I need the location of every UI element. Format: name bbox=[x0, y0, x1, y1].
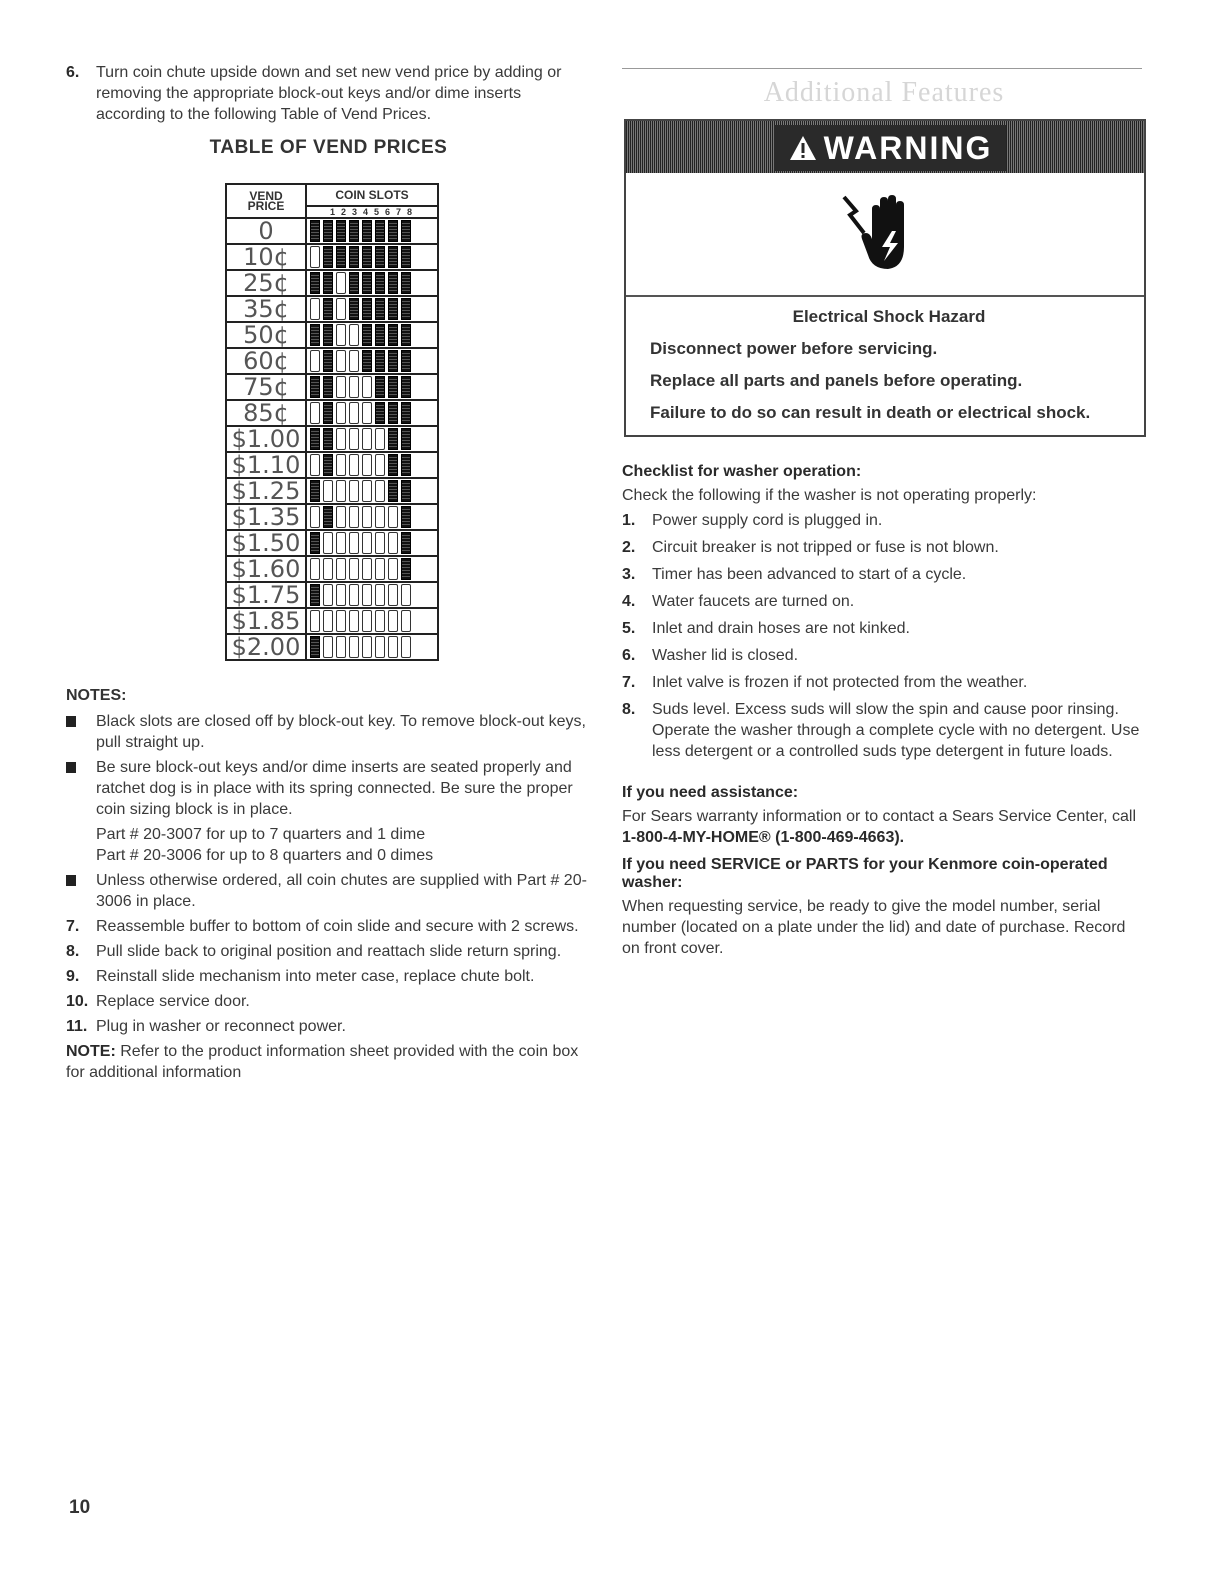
vend-price: 10¢ bbox=[226, 244, 306, 270]
open-slot-icon bbox=[375, 636, 385, 658]
left-column bbox=[66, 62, 591, 1083]
open-slot-icon bbox=[362, 532, 372, 554]
closed-slot-icon bbox=[388, 376, 398, 398]
vend-table-body bbox=[226, 218, 438, 660]
warning-header bbox=[626, 121, 1144, 173]
vend-price: 85¢ bbox=[226, 400, 306, 426]
vend-price: 50¢ bbox=[226, 322, 306, 348]
step-text: Reassemble buffer to bottom of coin slide and secure with 2 screws. bbox=[96, 918, 579, 935]
step-text: Replace service door. bbox=[96, 993, 250, 1010]
open-slot-icon bbox=[336, 402, 346, 424]
vend-row bbox=[226, 504, 438, 530]
open-slot-icon bbox=[336, 610, 346, 632]
coin-slot-cells bbox=[306, 270, 438, 296]
assistance-body: For Sears warranty information or to contact a Sears Service Center, call bbox=[622, 808, 1136, 825]
phone-number: 1-800-4-MY-HOME® (1-800-469-4663). bbox=[622, 829, 905, 846]
closed-slot-icon bbox=[401, 376, 411, 398]
open-slot-icon bbox=[323, 584, 333, 606]
closed-slot-icon bbox=[362, 272, 372, 294]
coin-slot-cells bbox=[306, 452, 438, 478]
step-7 bbox=[66, 916, 591, 937]
checklist-text: Circuit breaker is not tripped or fuse is not blown. bbox=[652, 539, 999, 556]
final-note bbox=[66, 1041, 591, 1083]
step-number: 9. bbox=[66, 968, 80, 985]
vend-price: $1.25 bbox=[226, 478, 306, 504]
closed-slot-icon bbox=[310, 376, 320, 398]
closed-slot-icon bbox=[349, 220, 359, 242]
coin-slot-cells bbox=[306, 478, 438, 504]
open-slot-icon bbox=[349, 454, 359, 476]
closed-slot-icon bbox=[310, 636, 320, 658]
vend-row bbox=[226, 634, 438, 660]
closed-slot-icon bbox=[375, 220, 385, 242]
step-number: 10. bbox=[66, 993, 89, 1010]
checklist-number: 6. bbox=[622, 647, 636, 664]
open-slot-icon bbox=[336, 324, 346, 346]
assistance-text bbox=[622, 806, 1146, 848]
vend-price: 35¢ bbox=[226, 296, 306, 322]
vend-row bbox=[226, 270, 438, 296]
coin-slot-cells bbox=[306, 244, 438, 270]
checklist-section bbox=[622, 463, 1146, 762]
open-slot-icon bbox=[336, 272, 346, 294]
vend-row bbox=[226, 556, 438, 582]
open-slot-icon bbox=[362, 584, 372, 606]
checklist-text: Inlet valve is frozen if not protected from the weather. bbox=[652, 674, 1028, 691]
vend-row bbox=[226, 218, 438, 244]
open-slot-icon bbox=[362, 428, 372, 450]
closed-slot-icon bbox=[388, 246, 398, 268]
closed-slot-icon bbox=[336, 246, 346, 268]
open-slot-icon bbox=[375, 506, 385, 528]
open-slot-icon bbox=[349, 532, 359, 554]
coin-slot-cells bbox=[306, 530, 438, 556]
vend-row bbox=[226, 400, 438, 426]
open-slot-icon bbox=[388, 636, 398, 658]
warning-label bbox=[774, 125, 1006, 171]
step-text: Plug in washer or reconnect power. bbox=[96, 1018, 346, 1035]
open-slot-icon bbox=[336, 454, 346, 476]
closed-slot-icon bbox=[401, 558, 411, 580]
closed-slot-icon bbox=[323, 506, 333, 528]
open-slot-icon bbox=[349, 324, 359, 346]
step-number: 11. bbox=[66, 1018, 88, 1035]
closed-slot-icon bbox=[310, 220, 320, 242]
page-number: 10 bbox=[69, 1497, 91, 1518]
closed-slot-icon bbox=[323, 350, 333, 372]
coin-slot-cells bbox=[306, 426, 438, 452]
vend-price: $1.85 bbox=[226, 608, 306, 634]
closed-slot-icon bbox=[310, 324, 320, 346]
closed-slot-icon bbox=[375, 272, 385, 294]
open-slot-icon bbox=[323, 558, 333, 580]
closed-slot-icon bbox=[362, 324, 372, 346]
open-slot-icon bbox=[401, 636, 411, 658]
vend-price: $1.75 bbox=[226, 582, 306, 608]
service-heading: If you need SERVICE or PARTS for your Kenmore coin-operated washer: bbox=[622, 856, 1108, 891]
square-bullet-icon bbox=[66, 716, 76, 727]
open-slot-icon bbox=[310, 558, 320, 580]
warning-icon-area bbox=[626, 173, 1144, 297]
closed-slot-icon bbox=[401, 246, 411, 268]
square-bullet-icon bbox=[66, 875, 76, 886]
open-slot-icon bbox=[349, 428, 359, 450]
open-slot-icon bbox=[375, 480, 385, 502]
closed-slot-icon bbox=[388, 454, 398, 476]
checklist-text: Timer has been advanced to start of a cycle. bbox=[652, 566, 967, 583]
checklist-item bbox=[622, 564, 1146, 585]
open-slot-icon bbox=[388, 532, 398, 554]
closed-slot-icon bbox=[388, 272, 398, 294]
vend-price-table bbox=[225, 183, 439, 661]
open-slot-icon bbox=[401, 584, 411, 606]
note-bullet-2 bbox=[66, 757, 591, 866]
warning-title: Electrical Shock Hazard bbox=[792, 307, 986, 326]
vend-price: $1.35 bbox=[226, 504, 306, 530]
step-10 bbox=[66, 991, 591, 1012]
closed-slot-icon bbox=[323, 376, 333, 398]
checklist-number: 3. bbox=[622, 566, 636, 583]
vend-price: 0 bbox=[226, 218, 306, 244]
note-text: Be sure block-out keys and/or dime inserts are seated properly and ratchet dog is in place with its spring connected. Be sure the proper coin sizing block is in place. bbox=[96, 759, 573, 818]
vend-row bbox=[226, 348, 438, 374]
vend-row bbox=[226, 374, 438, 400]
closed-slot-icon bbox=[323, 246, 333, 268]
open-slot-icon bbox=[388, 558, 398, 580]
step-11 bbox=[66, 1016, 591, 1037]
checklist-text: Washer lid is closed. bbox=[652, 647, 799, 664]
closed-slot-icon bbox=[375, 402, 385, 424]
step-number: 7. bbox=[66, 918, 80, 935]
coin-slot-cells bbox=[306, 322, 438, 348]
open-slot-icon bbox=[349, 506, 359, 528]
coin-slot-cells bbox=[306, 348, 438, 374]
open-slot-icon bbox=[336, 350, 346, 372]
warning-triangle-icon bbox=[788, 134, 818, 162]
vend-row bbox=[226, 530, 438, 556]
open-slot-icon bbox=[310, 246, 320, 268]
checklist-item bbox=[622, 618, 1146, 639]
open-slot-icon bbox=[336, 428, 346, 450]
open-slot-icon bbox=[310, 506, 320, 528]
open-slot-icon bbox=[323, 532, 333, 554]
open-slot-icon bbox=[388, 584, 398, 606]
open-slot-icon bbox=[349, 584, 359, 606]
open-slot-icon bbox=[349, 402, 359, 424]
closed-slot-icon bbox=[323, 272, 333, 294]
note-bullet-1 bbox=[66, 711, 591, 753]
closed-slot-icon bbox=[310, 428, 320, 450]
checklist-intro: Check the following if the washer is not operating properly: bbox=[622, 487, 1037, 504]
checklist-item bbox=[622, 672, 1146, 693]
closed-slot-icon bbox=[349, 272, 359, 294]
part-number-line: Part # 20-3007 for up to 7 quarters and 1 dime bbox=[96, 826, 426, 843]
closed-slot-icon bbox=[362, 220, 372, 242]
coin-slot-cells bbox=[306, 504, 438, 530]
checklist bbox=[622, 510, 1146, 762]
closed-slot-icon bbox=[401, 220, 411, 242]
table-title: TABLE OF VEND PRICES bbox=[209, 137, 448, 158]
note-label: NOTE: bbox=[66, 1043, 116, 1060]
open-slot-icon bbox=[323, 610, 333, 632]
checklist-number: 8. bbox=[622, 701, 636, 718]
open-slot-icon bbox=[375, 584, 385, 606]
vend-row bbox=[226, 244, 438, 270]
closed-slot-icon bbox=[388, 480, 398, 502]
step-number: 8. bbox=[66, 943, 80, 960]
open-slot-icon bbox=[310, 454, 320, 476]
coin-slot-cells bbox=[306, 608, 438, 634]
slot-numbers: 12345678 bbox=[306, 206, 438, 218]
vend-price: 60¢ bbox=[226, 348, 306, 374]
open-slot-icon bbox=[310, 298, 320, 320]
coin-slot-cells bbox=[306, 556, 438, 582]
closed-slot-icon bbox=[375, 350, 385, 372]
open-slot-icon bbox=[362, 454, 372, 476]
vend-row bbox=[226, 478, 438, 504]
vend-row bbox=[226, 296, 438, 322]
closed-slot-icon bbox=[323, 428, 333, 450]
coin-slot-cells bbox=[306, 374, 438, 400]
checklist-text: Power supply cord is plugged in. bbox=[652, 512, 883, 529]
closed-slot-icon bbox=[401, 298, 411, 320]
part-number-line: Part # 20-3006 for up to 8 quarters and 0 dimes bbox=[96, 847, 434, 864]
step-text: Turn coin chute upside down and set new vend price by adding or removing the appropriate block-out keys and/or dime inserts according to the following Table of Vend Prices. bbox=[96, 64, 562, 123]
vend-row bbox=[226, 426, 438, 452]
step-text: Pull slide back to original position and reattach slide return spring. bbox=[96, 943, 562, 960]
open-slot-icon bbox=[375, 428, 385, 450]
vend-price: $1.10 bbox=[226, 452, 306, 478]
step-9 bbox=[66, 966, 591, 987]
closed-slot-icon bbox=[323, 402, 333, 424]
closed-slot-icon bbox=[401, 506, 411, 528]
checklist-number: 7. bbox=[622, 674, 636, 691]
closed-slot-icon bbox=[401, 272, 411, 294]
closed-slot-icon bbox=[388, 298, 398, 320]
open-slot-icon bbox=[336, 376, 346, 398]
closed-slot-icon bbox=[323, 454, 333, 476]
closed-slot-icon bbox=[401, 350, 411, 372]
note-body: Refer to the product information sheet provided with the coin box for additional information bbox=[66, 1043, 579, 1081]
open-slot-icon bbox=[323, 480, 333, 502]
checklist-number: 2. bbox=[622, 539, 636, 556]
open-slot-icon bbox=[362, 402, 372, 424]
open-slot-icon bbox=[375, 558, 385, 580]
checklist-number: 5. bbox=[622, 620, 636, 637]
open-slot-icon bbox=[349, 480, 359, 502]
coin-slot-cells bbox=[306, 296, 438, 322]
open-slot-icon bbox=[349, 558, 359, 580]
service-text: When requesting service, be ready to give the model number, serial number (located on a plate under the lid) and date of purchase. Record on front cover. bbox=[622, 898, 1126, 957]
open-slot-icon bbox=[336, 532, 346, 554]
coin-slots-header: COIN SLOTS bbox=[306, 184, 438, 206]
closed-slot-icon bbox=[349, 298, 359, 320]
closed-slot-icon bbox=[323, 220, 333, 242]
closed-slot-icon bbox=[388, 220, 398, 242]
open-slot-icon bbox=[336, 480, 346, 502]
open-slot-icon bbox=[336, 584, 346, 606]
open-slot-icon bbox=[362, 558, 372, 580]
vend-price: 75¢ bbox=[226, 374, 306, 400]
open-slot-icon bbox=[362, 480, 372, 502]
closed-slot-icon bbox=[375, 298, 385, 320]
closed-slot-icon bbox=[310, 584, 320, 606]
open-slot-icon bbox=[336, 558, 346, 580]
warning-line: Failure to do so can result in death or electrical shock. bbox=[650, 403, 1091, 422]
open-slot-icon bbox=[336, 506, 346, 528]
closed-slot-icon bbox=[401, 454, 411, 476]
right-column bbox=[622, 62, 1146, 959]
checklist-item bbox=[622, 591, 1146, 612]
closed-slot-icon bbox=[401, 324, 411, 346]
vend-row bbox=[226, 608, 438, 634]
coin-slot-cells bbox=[306, 582, 438, 608]
coin-slot-cells bbox=[306, 400, 438, 426]
closed-slot-icon bbox=[388, 402, 398, 424]
warning-text bbox=[626, 297, 1144, 435]
closed-slot-icon bbox=[375, 376, 385, 398]
open-slot-icon bbox=[401, 610, 411, 632]
vend-price-header bbox=[226, 184, 306, 218]
open-slot-icon bbox=[310, 610, 320, 632]
checklist-item bbox=[622, 699, 1146, 762]
checklist-number: 4. bbox=[622, 593, 636, 610]
open-slot-icon bbox=[349, 350, 359, 372]
open-slot-icon bbox=[336, 298, 346, 320]
closed-slot-icon bbox=[310, 532, 320, 554]
notes-heading: NOTES: bbox=[66, 687, 127, 704]
coin-slot-cells bbox=[306, 218, 438, 244]
checklist-item bbox=[622, 510, 1146, 531]
warning-box bbox=[624, 119, 1146, 437]
square-bullet-icon bbox=[66, 762, 76, 773]
step-text: Reinstall slide mechanism into meter case, replace chute bolt. bbox=[96, 968, 535, 985]
open-slot-icon bbox=[349, 376, 359, 398]
closed-slot-icon bbox=[401, 480, 411, 502]
step-8 bbox=[66, 941, 591, 962]
open-slot-icon bbox=[323, 636, 333, 658]
note-text: Unless otherwise ordered, all coin chutes are supplied with Part # 20-3006 in place. bbox=[96, 872, 587, 910]
step-6 bbox=[66, 62, 591, 125]
closed-slot-icon bbox=[401, 428, 411, 450]
vend-header-line2: PRICE bbox=[247, 199, 285, 213]
open-slot-icon bbox=[375, 610, 385, 632]
section-divider bbox=[622, 68, 1142, 69]
open-slot-icon bbox=[349, 610, 359, 632]
closed-slot-icon bbox=[323, 324, 333, 346]
checklist-item bbox=[622, 537, 1146, 558]
closed-slot-icon bbox=[323, 298, 333, 320]
closed-slot-icon bbox=[388, 350, 398, 372]
open-slot-icon bbox=[375, 532, 385, 554]
open-slot-icon bbox=[388, 506, 398, 528]
closed-slot-icon bbox=[310, 480, 320, 502]
vend-row bbox=[226, 322, 438, 348]
closed-slot-icon bbox=[388, 428, 398, 450]
checklist-text: Suds level. Excess suds will slow the spin and cause poor rinsing. Operate the washer through a complete cycle with no detergent. Use less detergent or a controlled suds type detergent in future loads. bbox=[652, 701, 1140, 760]
checklist-number: 1. bbox=[622, 512, 636, 529]
vend-row bbox=[226, 582, 438, 608]
checklist-text: Inlet and drain hoses are not kinked. bbox=[652, 620, 910, 637]
closed-slot-icon bbox=[336, 220, 346, 242]
closed-slot-icon bbox=[401, 402, 411, 424]
closed-slot-icon bbox=[362, 298, 372, 320]
closed-slot-icon bbox=[310, 272, 320, 294]
open-slot-icon bbox=[362, 376, 372, 398]
assistance-section bbox=[622, 784, 1146, 959]
open-slot-icon bbox=[362, 610, 372, 632]
assistance-heading: If you need assistance: bbox=[622, 784, 799, 801]
open-slot-icon bbox=[362, 506, 372, 528]
warning-label-text: WARNING bbox=[823, 129, 993, 166]
additional-features-heading: Additional Features bbox=[763, 77, 1005, 108]
open-slot-icon bbox=[310, 402, 320, 424]
vend-price: $1.50 bbox=[226, 530, 306, 556]
closed-slot-icon bbox=[362, 246, 372, 268]
open-slot-icon bbox=[388, 610, 398, 632]
vend-row bbox=[226, 452, 438, 478]
electrical-shock-hand-icon bbox=[842, 189, 922, 279]
open-slot-icon bbox=[362, 636, 372, 658]
note-text: Black slots are closed off by block-out key. To remove block-out keys, pull straight up. bbox=[96, 713, 586, 751]
checklist-item bbox=[622, 645, 1146, 666]
open-slot-icon bbox=[336, 636, 346, 658]
vend-price: $1.60 bbox=[226, 556, 306, 582]
step-number: 6. bbox=[66, 64, 80, 81]
closed-slot-icon bbox=[401, 532, 411, 554]
closed-slot-icon bbox=[349, 246, 359, 268]
checklist-heading: Checklist for washer operation: bbox=[622, 463, 862, 480]
open-slot-icon bbox=[310, 350, 320, 372]
vend-price: $1.00 bbox=[226, 426, 306, 452]
open-slot-icon bbox=[349, 636, 359, 658]
closed-slot-icon bbox=[375, 246, 385, 268]
warning-line: Disconnect power before servicing. bbox=[650, 339, 938, 358]
vend-price: 25¢ bbox=[226, 270, 306, 296]
closed-slot-icon bbox=[362, 350, 372, 372]
warning-line: Replace all parts and panels before operating. bbox=[650, 371, 1023, 390]
open-slot-icon bbox=[375, 454, 385, 476]
closed-slot-icon bbox=[375, 324, 385, 346]
note-bullet-3 bbox=[66, 870, 591, 912]
vend-header-line1: VEND bbox=[249, 189, 283, 203]
checklist-text: Water faucets are turned on. bbox=[652, 593, 855, 610]
vend-price: $2.00 bbox=[226, 634, 306, 660]
coin-slot-cells bbox=[306, 634, 438, 660]
closed-slot-icon bbox=[388, 324, 398, 346]
